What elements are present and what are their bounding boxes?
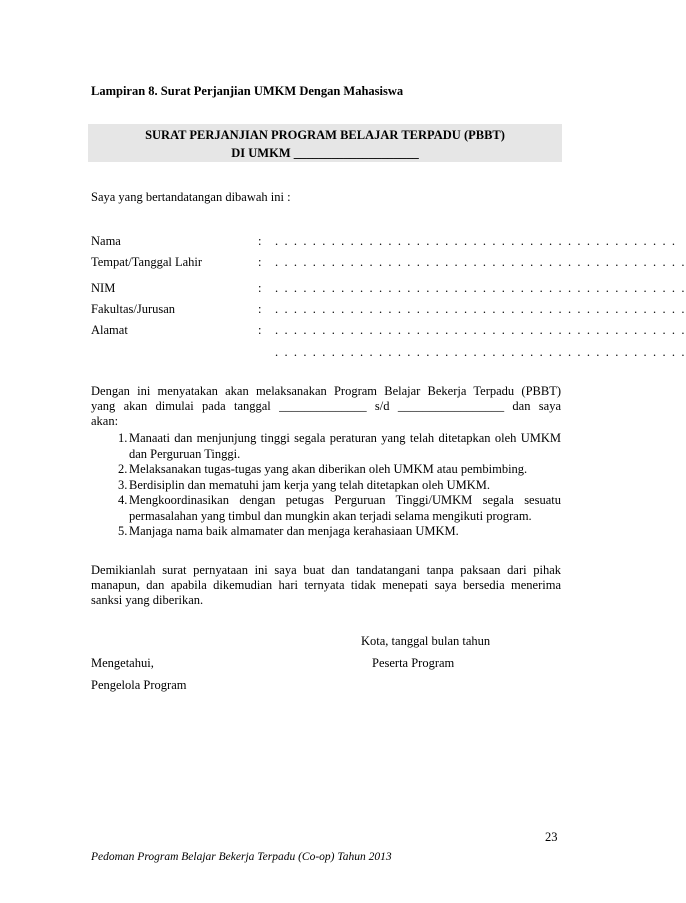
field-label-fakultas: Fakultas/Jurusan	[91, 302, 176, 316]
field-blank-alamat: . . . . . . . . . . . . . . . . . . . . . . . . . . . . . . . . . . . . . . . . . . . .	[275, 323, 686, 337]
statement-paragraph	[91, 384, 561, 429]
closing-line: manapun, dan apabila dikemudian hari ternyata tidak menepati saya bersedia menerima	[91, 578, 561, 592]
closing-line: sanksi yang diberikan.	[91, 593, 204, 607]
appendix-title: Lampiran 8. Surat Perjanjian UMKM Dengan Mahasiswa	[91, 84, 404, 98]
manager-label: Pengelola Program	[91, 678, 187, 692]
list-item-number: 5.	[118, 524, 128, 538]
list-item	[91, 431, 561, 462]
list-item-text: Melaksanakan tugas-tugas yang akan diberikan oleh UMKM atau pembimbing.	[129, 462, 528, 476]
field-colon: :	[258, 255, 262, 269]
list-item-number: 3.	[118, 477, 128, 492]
list-item-text: Berdisiplin dan mematuhi jam kerja yang telah ditetapkan oleh UMKM.	[129, 477, 491, 492]
list-item-number: 1.	[118, 431, 128, 445]
list-item-number: 2.	[118, 462, 128, 476]
closing-line: Demikianlah surat pernyataan ini saya buat dan tandatangani tanpa paksaan dari pihak	[91, 563, 561, 577]
participant-label: Peserta Program	[372, 656, 455, 670]
field-blank-fakultas: . . . . . . . . . . . . . . . . . . . . . . . . . . . . . . . . . . . . . . . . . . . .	[275, 302, 686, 316]
list-item-text: Manjaga nama baik almamater dan menjaga kerahasiaan UMKM.	[129, 524, 459, 538]
letter-heading-line1: SURAT PERJANJIAN PROGRAM BELAJAR TERPADU (PBBT)	[145, 128, 505, 142]
letter-heading-box	[88, 124, 562, 162]
field-colon: :	[258, 234, 262, 248]
list-item-text: Manaati dan menjunjung tinggi segala peraturan yang telah ditetapkan oleh UMKM dan Perguruan Tinggi.	[129, 431, 561, 461]
statement-line: akan:	[91, 414, 119, 428]
intro-text: Saya yang bertandatangan dibawah ini :	[91, 190, 291, 204]
letter-heading-line2: DI UMKM ____________________	[231, 146, 419, 160]
acknowledged-label: Mengetahui,	[91, 656, 154, 670]
field-colon: :	[258, 323, 262, 337]
page-number: 23	[545, 830, 558, 844]
page-footer: Pedoman Program Belajar Bekerja Terpadu (Co-op) Tahun 2013	[91, 851, 392, 863]
field-colon: :	[258, 281, 262, 295]
closing-paragraph	[91, 563, 561, 608]
field-label-nama: Nama	[91, 234, 121, 248]
field-label-nim: NIM	[91, 281, 116, 295]
statement-line: Dengan ini menyatakan akan melaksanakan Program Belajar Bekerja Terpadu (PBBT)	[91, 384, 561, 398]
list-item	[91, 524, 561, 540]
field-label-ttl: Tempat/Tanggal Lahir	[91, 255, 203, 269]
list-item	[91, 462, 561, 478]
list-item	[91, 493, 561, 524]
field-blank-ttl: . . . . . . . . . . . . . . . . . . . . . . . . . . . . . . . . . . . . . . . . . . . .	[275, 255, 686, 269]
statement-line: yang akan dimulai pada tanggal ______________ s/d _________________ dan saya	[91, 399, 561, 413]
obligations-list	[91, 431, 561, 540]
field-blank-alamat-2: . . . . . . . . . . . . . . . . . . . . . . . . . . . . . . . . . . . . . . . . . . . .	[275, 345, 686, 359]
list-item-text: Mengkoordinasikan dengan petugas Perguruan Tinggi/UMKM segala sesuatu permasalahan yang timbul dan mungkin akan terjadi selama mengikuti program.	[129, 493, 561, 523]
field-colon: :	[258, 302, 262, 316]
place-date: Kota, tanggal bulan tahun	[361, 634, 491, 648]
field-blank-nim: . . . . . . . . . . . . . . . . . . . . . . . . . . . . . . . . . . . . . . . . . . . .	[275, 281, 686, 295]
list-item	[91, 478, 561, 494]
field-label-alamat: Alamat	[91, 323, 128, 337]
field-blank-nama: . . . . . . . . . . . . . . . . . . . . . . . . . . . . . . . . . . . . . . . . . . .	[275, 234, 677, 248]
list-item-number: 4.	[118, 493, 128, 507]
